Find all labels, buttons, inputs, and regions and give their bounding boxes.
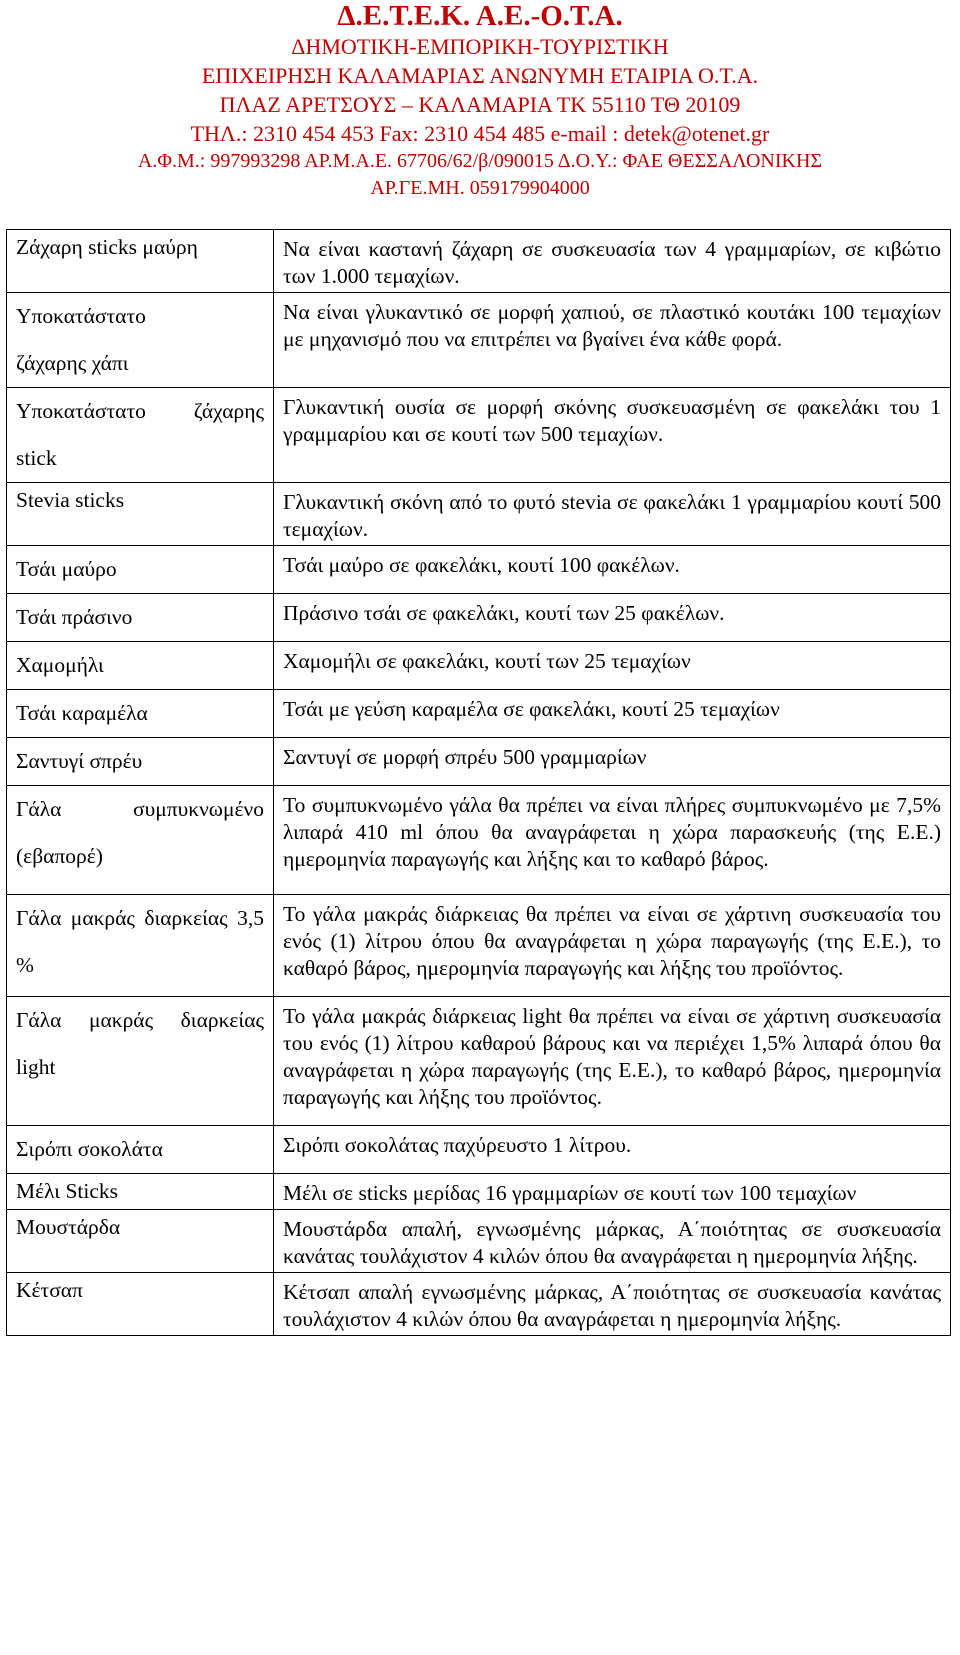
product-name: Τσάι καραμέλα <box>7 690 274 738</box>
product-description: Κέτσαπ απαλή εγνωσμένης μάρκας, Α΄ποιότητας σε συσκευασία κανάτας τουλάχιστον 4 κιλών όπου θα αναγράφεται η ημερομηνία λήξης. <box>274 1273 951 1336</box>
product-name: Τσάι πράσινο <box>7 594 274 642</box>
product-description: Να είναι καστανή ζάχαρη σε συσκευασία των 4 γραμμαρίων, σε κιβώτιο των 1.000 τεμαχίων. <box>274 230 951 293</box>
product-description: Το γάλα μακράς διάρκειας light θα πρέπει να είναι σε χάρτινη συσκευασία του ενός (1) λίτρου καθαρού βάρους και να περιέχει 1,5% λιπαρά όπου θα αναγράφεται η χώρα παραγωγής (της Ε.Ε.), το καθαρό βάρος, ημερομηνία παραγωγής και λήξης του προϊόντος. <box>274 997 951 1126</box>
product-description: Σαντυγί σε μορφή σπρέυ 500 γραμμαρίων <box>274 738 951 786</box>
table-row <box>7 594 951 642</box>
company-acronym: Δ.Ε.Τ.Ε.Κ. Α.Ε.-Ο.Τ.Α. <box>337 0 623 32</box>
table-row <box>7 1210 951 1273</box>
product-description: Τσάι μαύρο σε φακελάκι, κουτί 100 φακέλων. <box>274 546 951 594</box>
table-row <box>7 483 951 546</box>
table-row <box>7 895 951 997</box>
table-row <box>7 738 951 786</box>
company-contact: ΤΗΛ.: 2310 454 453 Fax: 2310 454 485 e-mail : detek@otenet.gr <box>190 121 770 146</box>
product-description: Να είναι γλυκαντικό σε μορφή χαπιού, σε πλαστικό κουτάκι 100 τεμαχίων με μηχανισμό που να επιτρέπει να βγαίνει ένα κάθε φορά. <box>274 293 951 388</box>
product-description: Χαμομήλι σε φακελάκι, κουτί των 25 τεμαχίων <box>274 642 951 690</box>
product-name: Υποκατάστατο ζάχαρης χάπι <box>7 293 274 388</box>
product-spec-table <box>6 229 951 1336</box>
table-row <box>7 230 951 293</box>
product-name: Μουστάρδα <box>7 1210 274 1273</box>
table-row <box>7 786 951 895</box>
product-description: Γλυκαντική σκόνη από το φυτό stevia σε φακελάκι 1 γραμμαρίου κουτί 500 τεμαχίων. <box>274 483 951 546</box>
product-name: Γάλα μακράς διαρκείας 3,5 % <box>7 895 274 997</box>
table-row <box>7 1273 951 1336</box>
product-name: Μέλι Sticks <box>7 1174 274 1210</box>
table-row <box>7 997 951 1126</box>
product-description: Μουστάρδα απαλή, εγνωσμένης μάρκας, Α΄ποιότητας σε συσκευασία κανάτας τουλάχιστον 4 κιλών όπου θα αναγράφεται η ημερομηνία λήξης. <box>274 1210 951 1273</box>
company-name: ΕΠΙΧΕΙΡΗΣΗ ΚΑΛΑΜΑΡΙΑΣ ΑΝΩΝΥΜΗ ΕΤΑΙΡΙΑ Ο.Τ.Α. <box>201 63 759 88</box>
table-row <box>7 293 951 388</box>
product-name: Ζάχαρη sticks μαύρη <box>7 230 274 293</box>
product-description: Μέλι σε sticks μερίδας 16 γραμμαρίων σε κουτί των 100 τεμαχίων <box>274 1174 951 1210</box>
table-row <box>7 642 951 690</box>
table-row <box>7 546 951 594</box>
product-description: Σιρόπι σοκολάτας παχύρευστο 1 λίτρου. <box>274 1126 951 1174</box>
product-name: Σιρόπι σοκολάτα <box>7 1126 274 1174</box>
product-name: Τσάι μαύρο <box>7 546 274 594</box>
company-registry: ΑΡ.ΓΕ.ΜΗ. 059179904000 <box>370 177 590 199</box>
company-type: ΔΗΜΟΤΙΚΗ-ΕΜΠΟΡΙΚΗ-ΤΟΥΡΙΣΤΙΚΗ <box>291 34 669 59</box>
product-description: Το συμπυκνωμένο γάλα θα πρέπει να είναι πλήρες συμπυκνωμένο με 7,5% λιπαρά 410 ml όπου θα αναγράφεται η χώρα παρασκευής (της Ε.Ε.) ημερομηνία παραγωγής και λήξης και το καθαρό βάρος. <box>274 786 951 895</box>
letterhead <box>0 0 960 202</box>
product-name: Γάλα μακράς διαρκείας light <box>7 997 274 1126</box>
product-description: Τσάι με γεύση καραμέλα σε φακελάκι, κουτί 25 τεμαχίων <box>274 690 951 738</box>
product-name: Υποκατάστατο ζάχαρης stick <box>7 388 274 483</box>
product-description: Γλυκαντική ουσία σε μορφή σκόνης συσκευασμένη σε φακελάκι του 1 γραμμαρίου και σε κουτί των 500 τεμαχίων. <box>274 388 951 483</box>
table-row <box>7 690 951 738</box>
product-description: Πράσινο τσάι σε φακελάκι, κουτί των 25 φακέλων. <box>274 594 951 642</box>
product-name: Χαμομήλι <box>7 642 274 690</box>
table-row <box>7 388 951 483</box>
product-name: Σαντυγί σπρέυ <box>7 738 274 786</box>
table-row <box>7 1126 951 1174</box>
product-name: Κέτσαπ <box>7 1273 274 1336</box>
company-address: ΠΛΑΖ ΑΡΕΤΣΟΥΣ – ΚΑΛΑΜΑΡΙΑ ΤΚ 55110 ΤΘ 20109 <box>219 92 741 117</box>
table-row <box>7 1174 951 1210</box>
product-description: Το γάλα μακράς διάρκειας θα πρέπει να είναι σε χάρτινη συσκευασία του ενός (1) λίτρου όπου θα αναγράφεται η χώρα παραγωγής (της Ε.Ε.), το καθαρό βάρος, ημερομηνία παραγωγής και λήξης του προϊόντος. <box>274 895 951 997</box>
company-tax-info: Α.Φ.Μ.: 997993298 ΑΡ.Μ.Α.Ε. 67706/62/β/090015 Δ.Ο.Υ.: ΦΑΕ ΘΕΣΣΑΛΟΝΙΚΗΣ <box>137 150 823 172</box>
product-name: Γάλα συμπυκνωμένο (εβαπορέ) <box>7 786 274 895</box>
product-name: Stevia sticks <box>7 483 274 546</box>
